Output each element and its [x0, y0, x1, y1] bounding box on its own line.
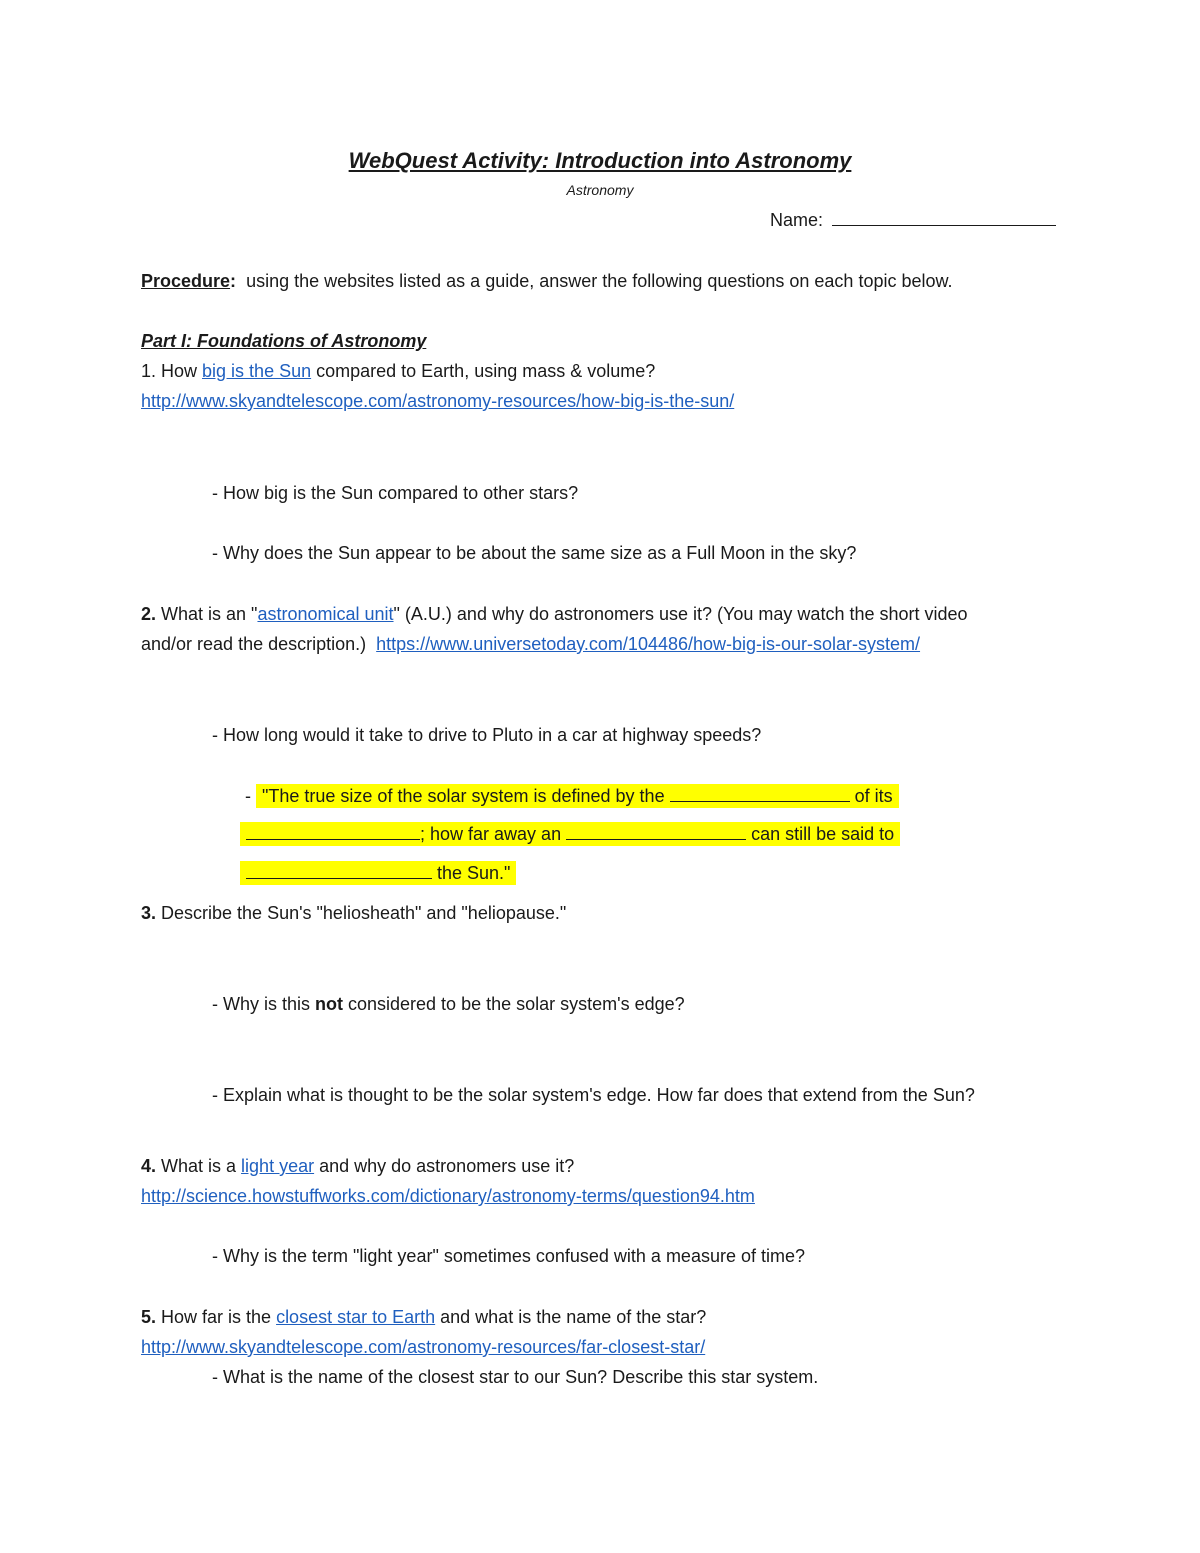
q3-sub-a-post: considered to be the solar system's edge? — [343, 994, 685, 1014]
q3-text: Describe the Sun's "heliosheath" and "heliopause." — [156, 903, 567, 923]
q4-line — [141, 1155, 574, 1177]
q2-fill-line2 — [240, 823, 900, 845]
q5-url-link[interactable]: http://www.skyandtelescope.com/astronomy-resources/far-closest-star/ — [141, 1337, 706, 1357]
q5-link[interactable]: closest star to Earth — [276, 1307, 436, 1327]
q2-fill3-post: the Sun." — [432, 863, 511, 883]
q2-fill-line1 — [245, 785, 899, 807]
q4-url-link[interactable]: http://science.howstuffworks.com/dictionary/astronomy-terms/question94.htm — [141, 1186, 755, 1206]
q2-sub-a: - How long would it take to drive to Pluto in a car at highway speeds? — [212, 725, 762, 745]
q3-line — [141, 902, 566, 924]
q2-fill-line3 — [240, 862, 516, 884]
q3-number: 3. — [141, 903, 157, 923]
q5-number: 5. — [141, 1307, 157, 1327]
q2-fill-dash: - — [245, 786, 256, 806]
q1-pre: 1. How — [141, 361, 203, 381]
q4-number: 4. — [141, 1156, 157, 1176]
q3-sub-b: - Explain what is thought to be the solar system's edge. How far does that extend from the Sun? — [212, 1085, 975, 1105]
q2-link[interactable]: astronomical unit — [257, 604, 394, 624]
name-label: Name: — [770, 210, 824, 230]
q2-fill1-post: of its — [849, 786, 893, 806]
q2-fill1-pre: "The true size of the solar system is defined by the — [262, 786, 670, 806]
q4-pre: What is a — [156, 1156, 242, 1176]
q2-url-link[interactable]: https://www.universetoday.com/104486/how-big-is-our-solar-system/ — [376, 634, 921, 654]
q3-sub-a-bold: not — [315, 994, 343, 1014]
q2-fill2-post: can still be said to — [746, 824, 895, 844]
q2-fill-highlight-1 — [256, 784, 899, 808]
document-subtitle: Astronomy — [566, 182, 634, 198]
q2-blank-2[interactable] — [246, 825, 420, 840]
procedure-colon: : — [230, 271, 237, 291]
name-blank[interactable] — [832, 211, 1056, 226]
document-title: WebQuest Activity: Introduction into Astronomy — [348, 148, 852, 173]
q2-fill-highlight-2 — [240, 822, 900, 846]
q4-link[interactable]: light year — [241, 1156, 315, 1176]
procedure-label: Procedure — [141, 271, 231, 291]
q5-post: and what is the name of the star? — [435, 1307, 707, 1327]
q5-line — [141, 1306, 706, 1328]
procedure-text: using the websites listed as a guide, answer the following questions on each topic below. — [246, 271, 953, 291]
q2-blank-4[interactable] — [246, 864, 432, 879]
q5-pre: How far is the — [156, 1307, 277, 1327]
name-field[interactable] — [770, 209, 1056, 231]
q2-pre: What is an " — [156, 604, 258, 624]
q4-sub-a: - Why is the term "light year" sometimes confused with a measure of time? — [212, 1246, 805, 1266]
q1-sub-a: - How big is the Sun compared to other stars? — [212, 483, 579, 503]
q2-number: 2. — [141, 604, 157, 624]
part1-heading: Part I: Foundations of Astronomy — [141, 331, 427, 351]
q1-link[interactable]: big is the Sun — [202, 361, 312, 381]
q2-post: " (A.U.) and why do astronomers use it? (You may watch the short video — [393, 604, 968, 624]
q1-url-link[interactable]: http://www.skyandtelescope.com/astronomy-resources/how-big-is-the-sun/ — [141, 391, 735, 411]
q1-line — [141, 360, 655, 382]
q3-sub-a-pre: - Why is this — [212, 994, 316, 1014]
q2-line1 — [141, 603, 968, 625]
q2-line2 — [141, 633, 920, 655]
q4-post: and why do astronomers use it? — [314, 1156, 575, 1176]
procedure-line — [141, 270, 953, 292]
q2-blank-1[interactable] — [670, 787, 850, 802]
q5-sub-a: - What is the name of the closest star to our Sun? Describe this star system. — [212, 1367, 819, 1387]
q1-post: compared to Earth, using mass & volume? — [311, 361, 656, 381]
q2-fill-highlight-3 — [240, 861, 516, 885]
q2-line2-text: and/or read the description.) — [141, 634, 372, 654]
q2-blank-3[interactable] — [566, 825, 746, 840]
q3-sub-a — [212, 993, 685, 1015]
q1-sub-b: - Why does the Sun appear to be about the same size as a Full Moon in the sky? — [212, 543, 857, 563]
q2-fill2-mid: ; how far away an — [420, 824, 567, 844]
